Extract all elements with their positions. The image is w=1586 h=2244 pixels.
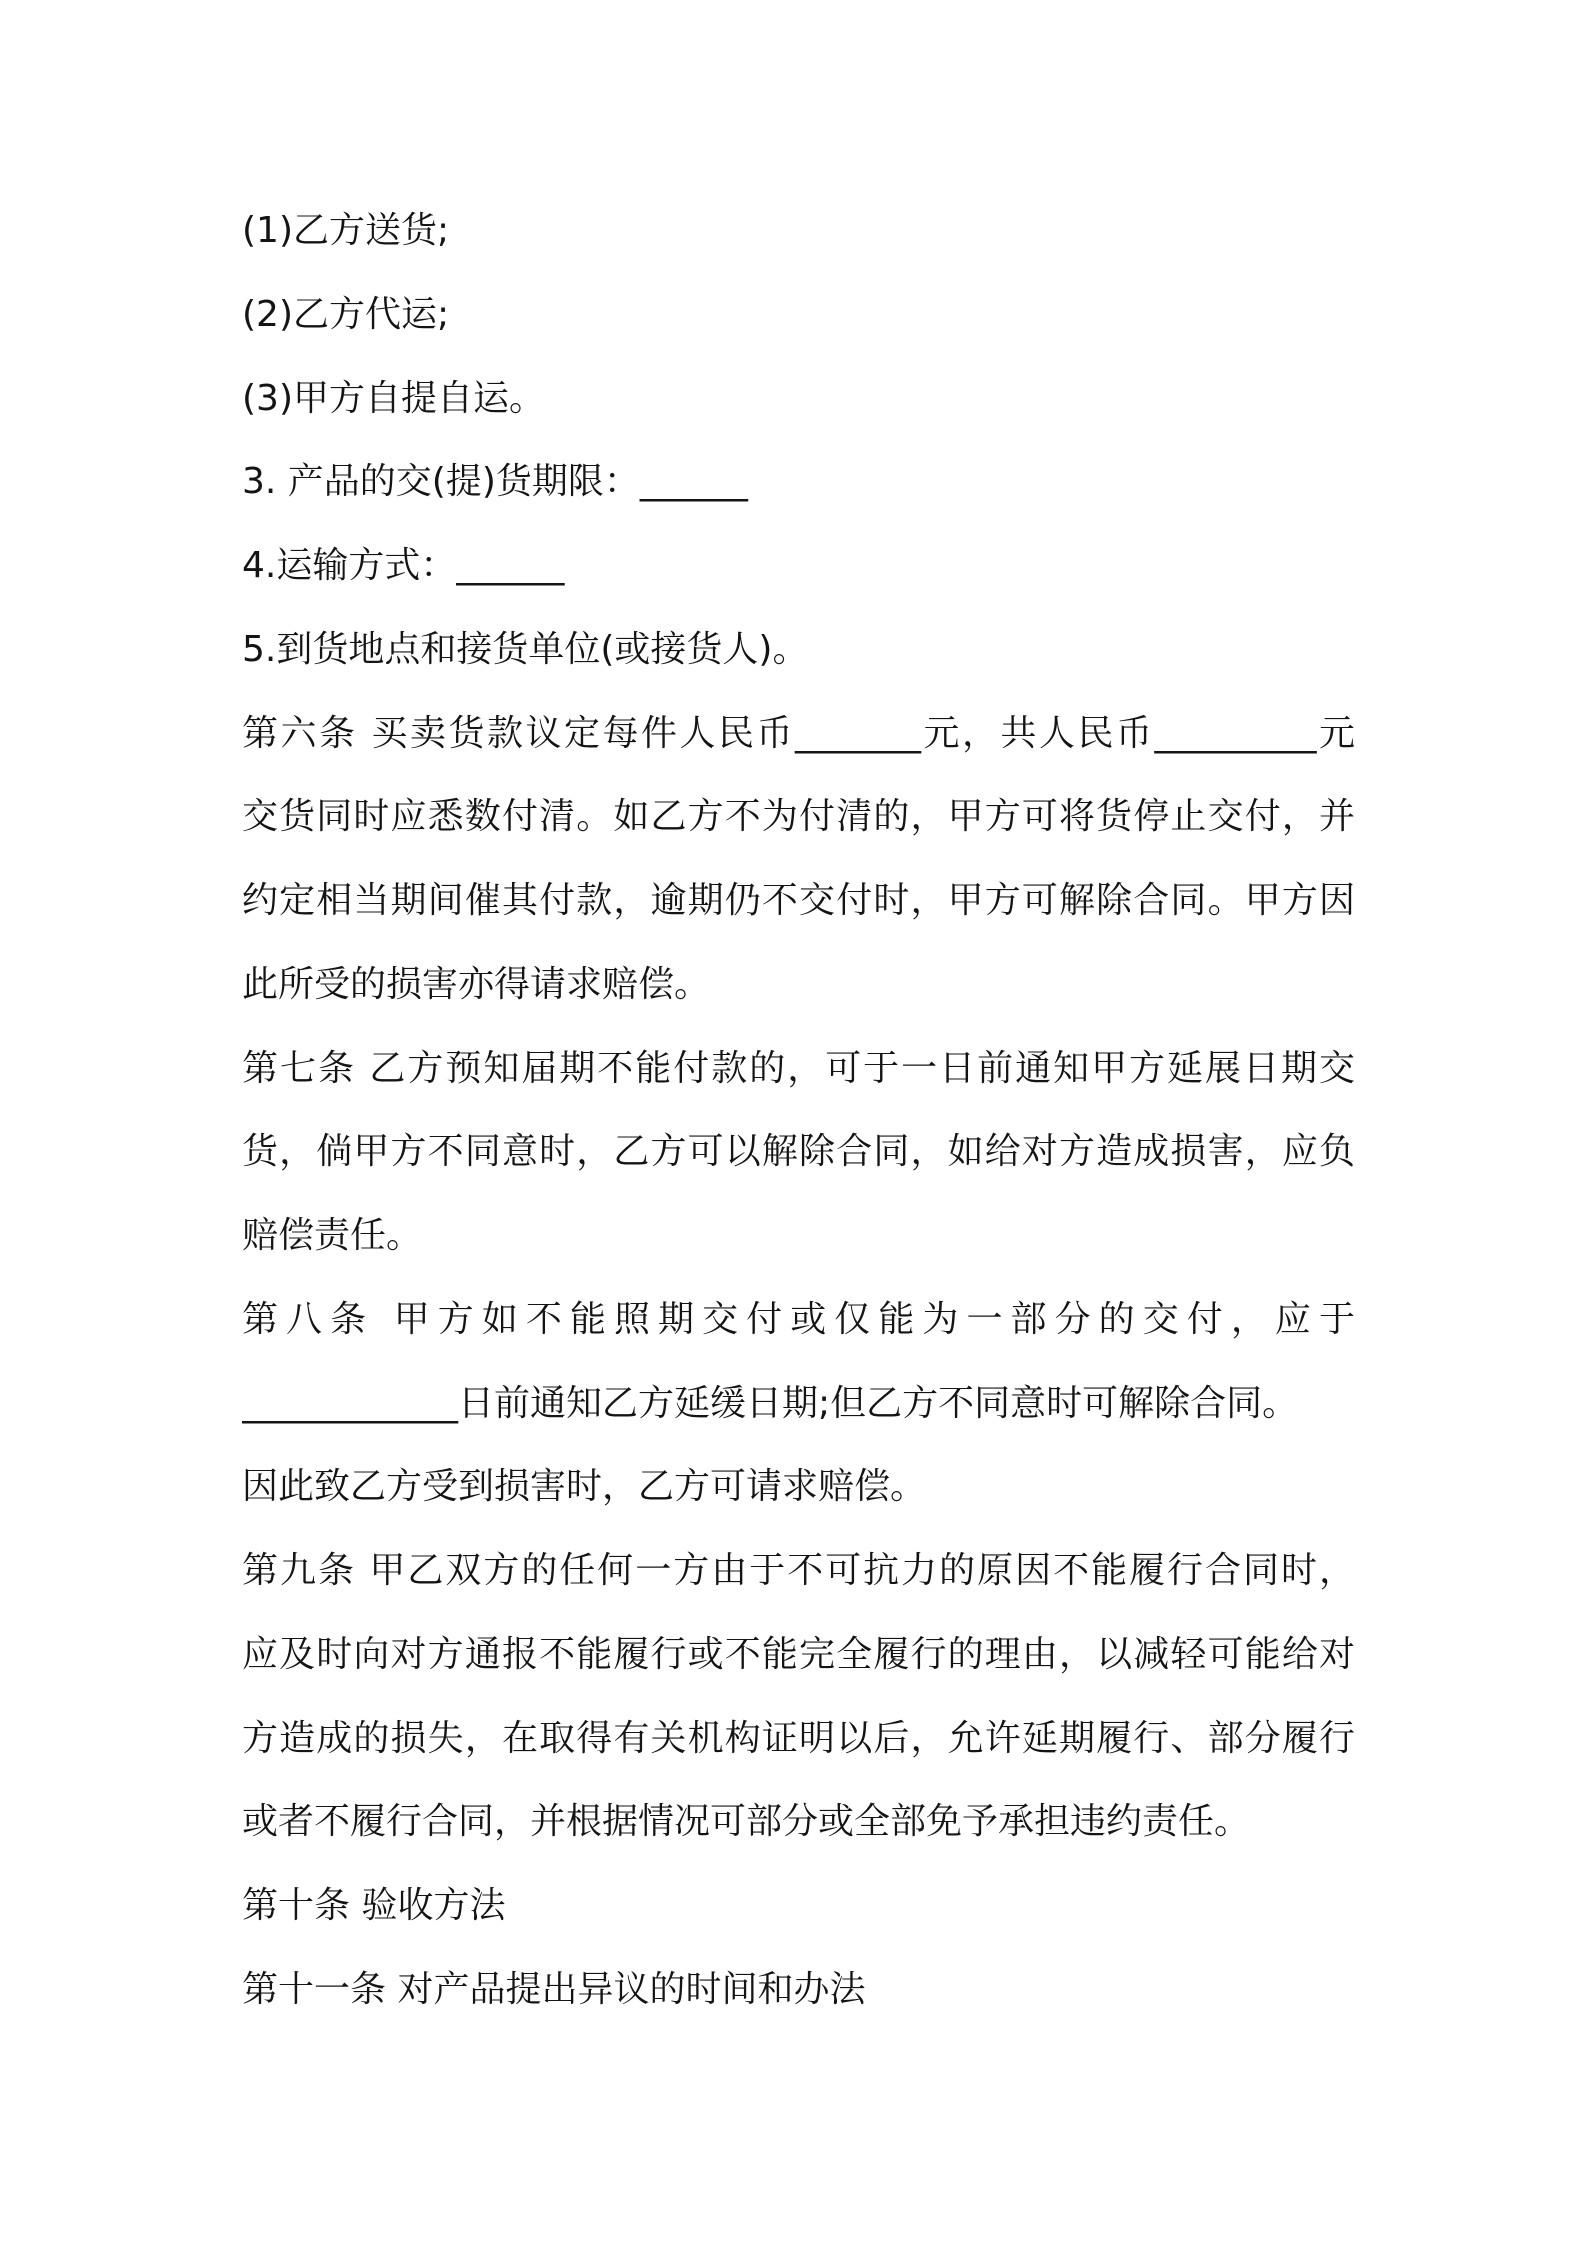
article-9-line-3: 方造成的损失，在取得有关机构证明以后，允许延期履行、部分履行	[242, 1717, 1355, 1759]
article-7-line-2: 货，倘甲方不同意时，乙方可以解除合同，如给对方造成损害，应负	[242, 1131, 1355, 1173]
article-8-line-1: 第八条 甲方如不能照期交付或仅能为一部分的交付，应于	[242, 1298, 1355, 1340]
item-3-delivery-deadline: 3. 产品的交(提)货期限：______	[242, 461, 748, 503]
contract-text	[242, 189, 1355, 2032]
article-10-heading: 第十条 验收方法	[242, 1885, 506, 1926]
article-9-line-2: 应及时向对方通报不能履行或不能完全履行的理由，以减轻可能给对	[242, 1633, 1355, 1675]
article-6-line-4: 此所受的损害亦得请求赔偿。	[242, 963, 711, 1005]
article-6-line-1: 第六条 买卖货款议定每件人民币_______元，共人民币_________元	[242, 712, 1355, 754]
article-8-line-3: 因此致乙方受到损害时，乙方可请求赔偿。	[242, 1466, 927, 1508]
delivery-option-1: (1)乙方送货;	[242, 210, 450, 251]
article-6-line-2: 交货同时应悉数付清。如乙方不为付清的，甲方可将货停止交付，并	[242, 796, 1355, 838]
delivery-option-3: (3)甲方自提自运。	[242, 377, 545, 419]
article-7-line-3: 赔偿责任。	[242, 1215, 423, 1256]
article-8-line-2: ____________日前通知乙方延缓日期;但乙方不同意时可解除合同。	[242, 1382, 1299, 1424]
item-4-transport-method: 4.运输方式：______	[242, 545, 565, 586]
item-5-destination: 5.到货地点和接货单位(或接货人)。	[242, 628, 809, 670]
article-9-line-4: 或者不履行合同，并根据情况可部分或全部免予承担违约责任。	[242, 1801, 1251, 1843]
article-9-line-1: 第九条 甲乙双方的任何一方由于不可抗力的原因不能履行合同时，	[242, 1550, 1355, 1591]
article-6-line-3: 约定相当期间催其付款，逾期仍不交付时，甲方可解除合同。甲方因	[242, 880, 1355, 921]
delivery-option-2: (2)乙方代运;	[242, 293, 450, 335]
article-7-line-1: 第七条 乙方预知届期不能付款的，可于一日前通知甲方延展日期交	[242, 1047, 1355, 1089]
article-11-heading: 第十一条 对产品提出异议的时间和办法	[242, 1968, 866, 2010]
